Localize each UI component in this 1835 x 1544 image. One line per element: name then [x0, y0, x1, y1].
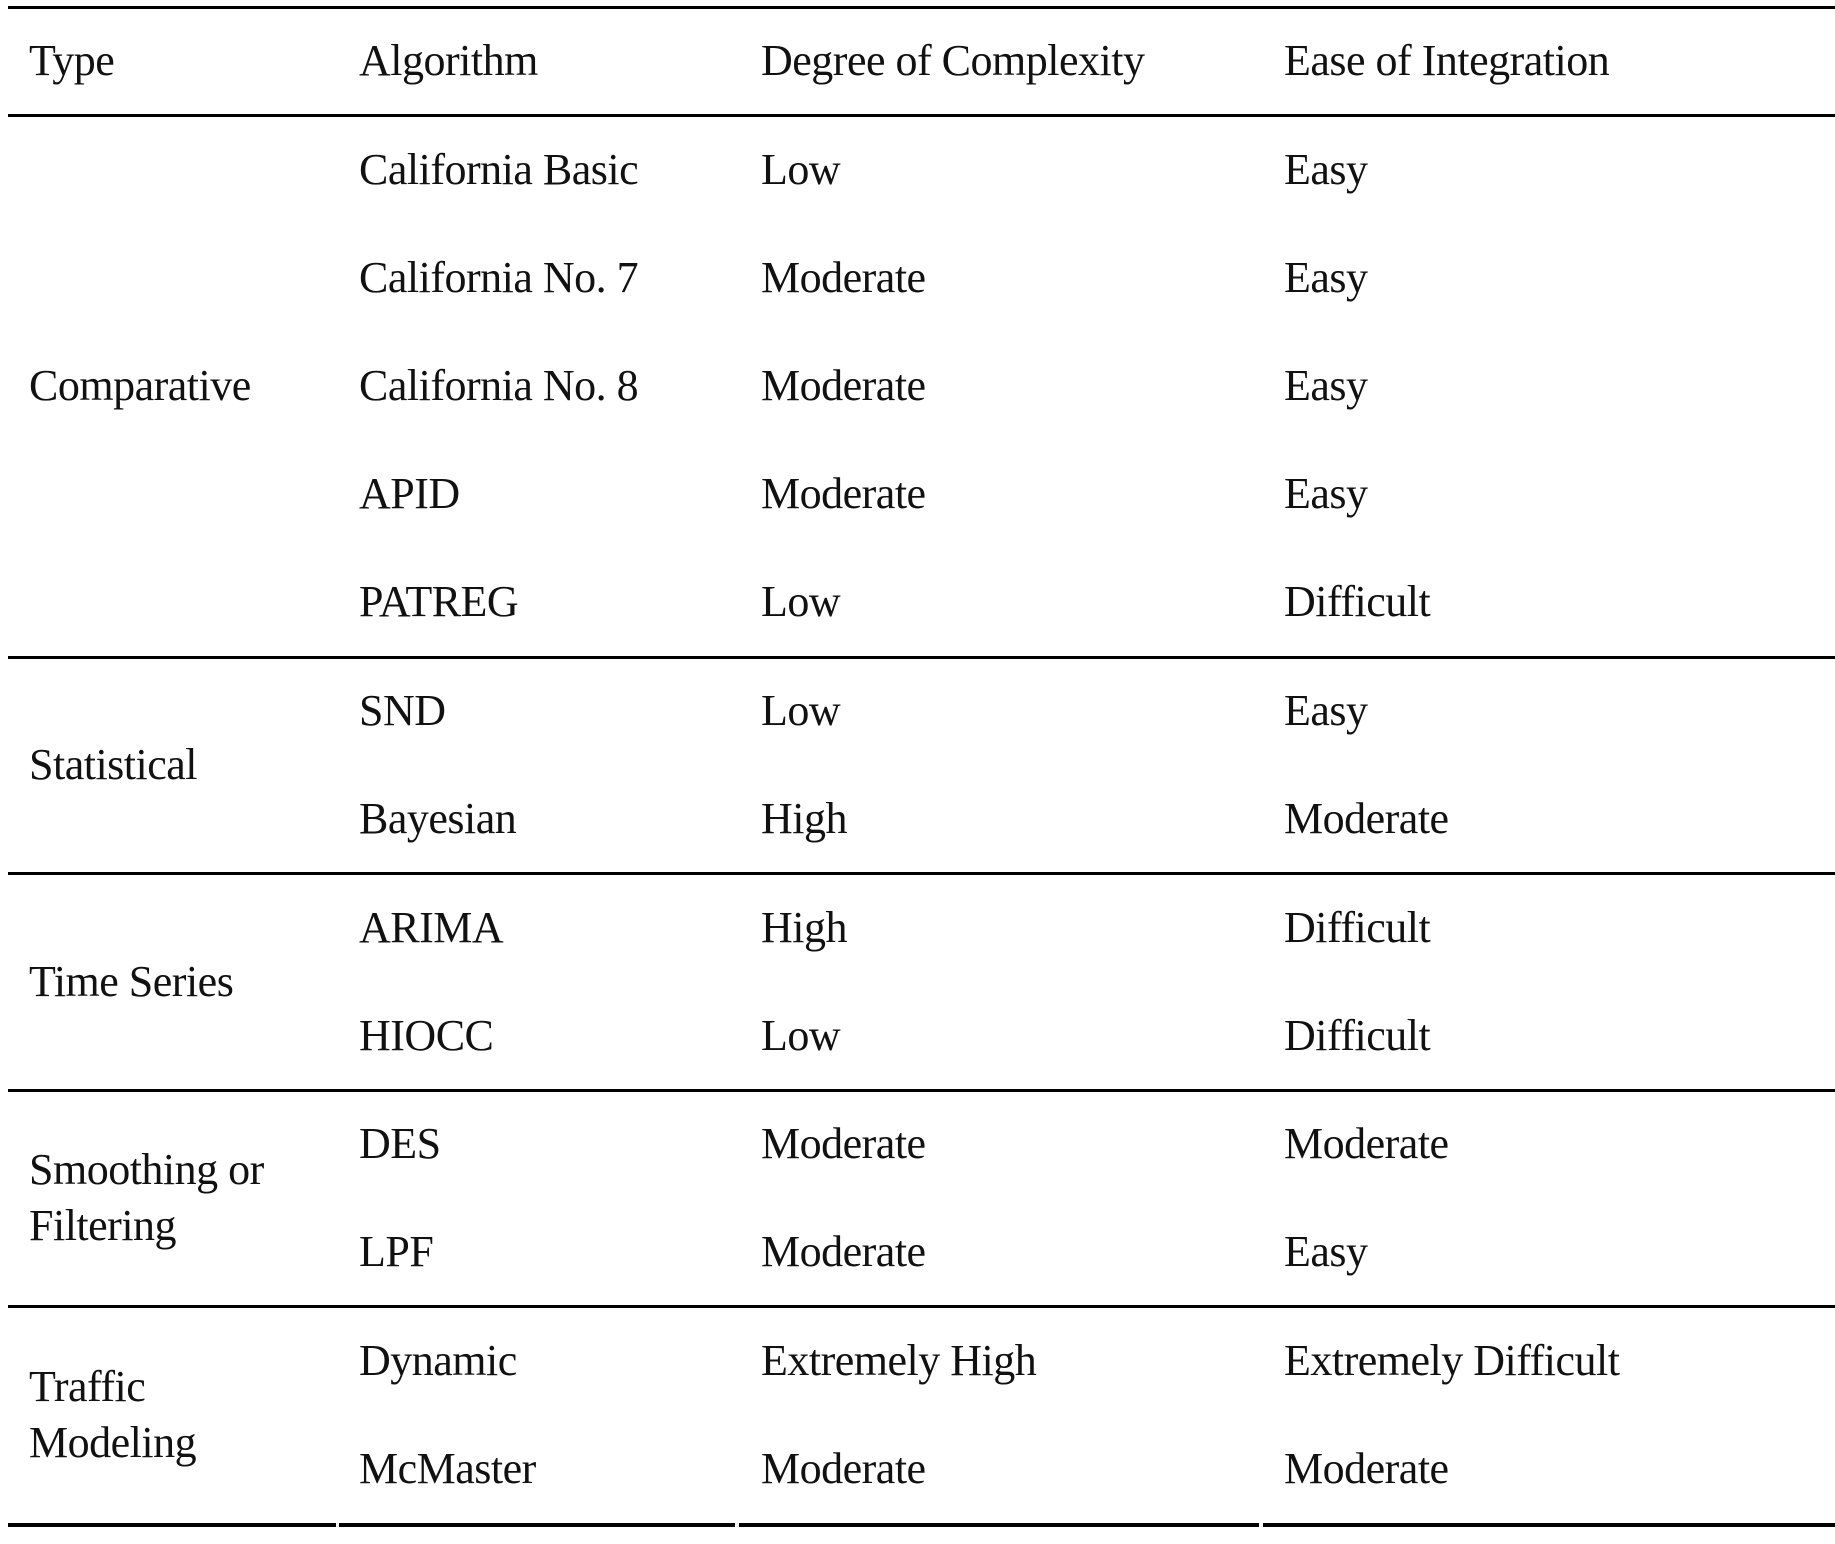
type-cell: Time Series: [29, 957, 234, 1006]
algorithm-cell: SND: [359, 686, 446, 735]
complexity-cell: Moderate: [761, 361, 926, 410]
table-bottom-rule: [739, 1523, 1259, 1527]
group-rule: [8, 1089, 1835, 1092]
algorithm-cell: California Basic: [359, 145, 639, 194]
complexity-cell: High: [761, 903, 847, 952]
complexity-cell: Extremely High: [761, 1336, 1037, 1385]
integration-cell: Extremely Difficult: [1284, 1336, 1620, 1385]
type-cell: Statistical: [29, 740, 198, 789]
integration-cell: Easy: [1284, 686, 1368, 735]
algorithm-cell: McMaster: [359, 1444, 536, 1493]
complexity-cell: Moderate: [761, 253, 926, 302]
integration-cell: Easy: [1284, 253, 1368, 302]
integration-cell: Difficult: [1284, 577, 1431, 626]
complexity-cell: Low: [761, 686, 841, 735]
group-rule: [8, 872, 1835, 875]
integration-cell: Moderate: [1284, 1444, 1449, 1493]
integration-cell: Easy: [1284, 361, 1368, 410]
group-rule: [8, 656, 1835, 659]
type-cell-line-2: Filtering: [29, 1201, 177, 1250]
algorithm-cell: California No. 8: [359, 361, 639, 410]
type-cell-line-1: Traffic: [29, 1362, 146, 1411]
algorithm-cell: Bayesian: [359, 794, 517, 843]
algorithm-cell: APID: [359, 469, 460, 518]
table-bottom-rule: [1263, 1523, 1835, 1527]
algorithm-cell: California No. 7: [359, 253, 639, 302]
type-cell-line-1: Smoothing or: [29, 1145, 264, 1194]
integration-cell: Difficult: [1284, 1011, 1431, 1060]
algorithm-cell: ARIMA: [359, 903, 504, 952]
integration-cell: Difficult: [1284, 903, 1431, 952]
complexity-cell: Moderate: [761, 469, 926, 518]
table-bottom-rule: [339, 1523, 735, 1527]
complexity-cell: High: [761, 794, 847, 843]
type-cell-line-2: Modeling: [29, 1418, 197, 1467]
complexity-cell: Low: [761, 145, 841, 194]
complexity-cell: Moderate: [761, 1444, 926, 1493]
algorithm-cell: HIOCC: [359, 1011, 494, 1060]
algorithm-cell: PATREG: [359, 577, 519, 626]
group-rule: [8, 1305, 1835, 1308]
header-algorithm: Algorithm: [359, 36, 538, 85]
header-complexity: Degree of Complexity: [761, 36, 1145, 85]
integration-cell: Easy: [1284, 145, 1368, 194]
complexity-cell: Low: [761, 577, 841, 626]
header-type: Type: [29, 36, 115, 85]
complexity-cell: Moderate: [761, 1227, 926, 1276]
algorithm-cell: Dynamic: [359, 1336, 517, 1385]
integration-cell: Easy: [1284, 1227, 1368, 1276]
header-integration: Ease of Integration: [1284, 36, 1610, 85]
type-cell: Comparative: [29, 361, 251, 410]
table-top-rule: [8, 6, 1835, 9]
algorithm-cell: LPF: [359, 1227, 434, 1276]
integration-cell: Moderate: [1284, 794, 1449, 843]
header-rule: [8, 114, 1835, 117]
integration-cell: Moderate: [1284, 1119, 1449, 1168]
complexity-cell: Moderate: [761, 1119, 926, 1168]
table-bottom-rule: [8, 1523, 336, 1527]
integration-cell: Easy: [1284, 469, 1368, 518]
algorithm-cell: DES: [359, 1119, 441, 1168]
complexity-cell: Low: [761, 1011, 841, 1060]
